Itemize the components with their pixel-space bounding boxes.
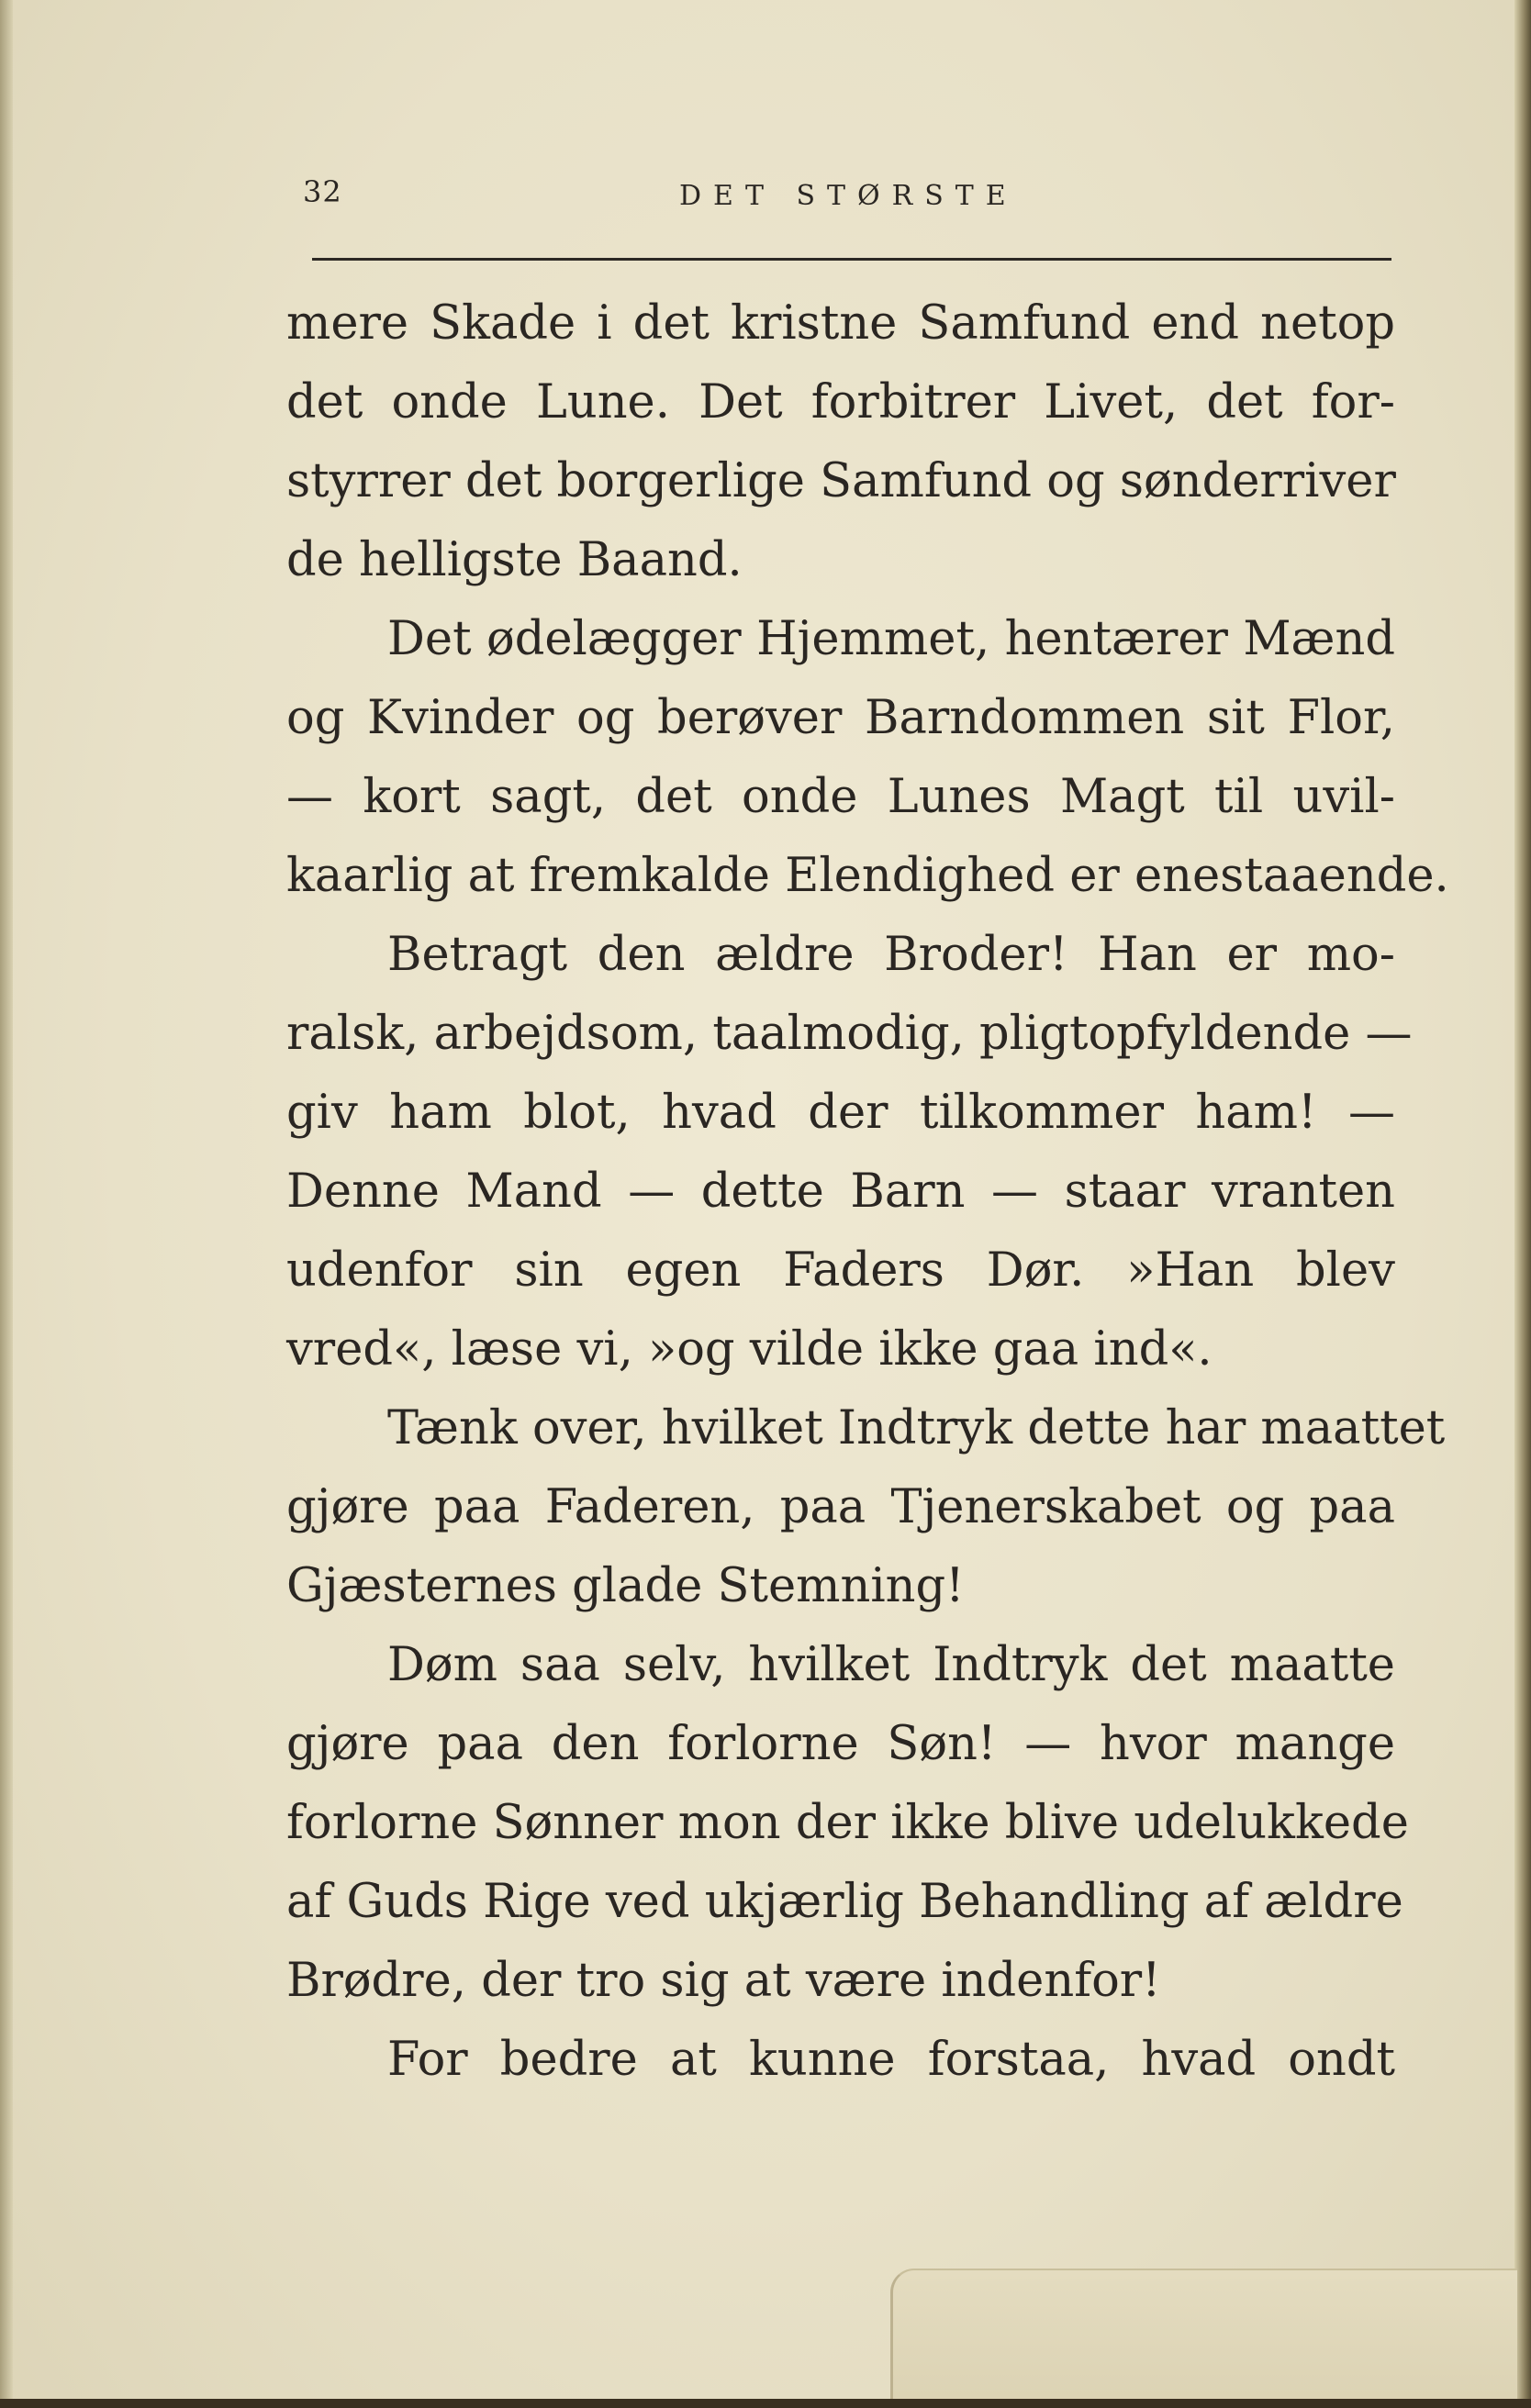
text-line: forlorne Sønner mon der ikke blive udelukkede [286,1796,1409,1850]
text-line: Gjæsternes glade Stemning! [286,1559,965,1613]
text-line: Brødre, der tro sig at være indenfor! [286,1954,1161,2008]
body-text [286,284,1449,2100]
text-line: de helligste Baand. [286,533,743,587]
cover-board-corner [890,2269,1517,2399]
text-line: ralsk, arbejdsom, taalmodig, pligtopfyldende — [286,1007,1413,1061]
text-line: og Kvinder og berøver Barndommen sit Flor, [286,691,1395,745]
text-line: Betragt den ældre Broder! Han er mo- [387,928,1395,982]
text-line: vred«, læse vi, »og vilde ikke gaa ind«. [286,1322,1213,1377]
text-line: Tænk over, hvilket Indtryk dette har maattet [387,1401,1446,1455]
text-line: Døm saa selv, hvilket Indtryk det maatte [387,1638,1395,1692]
running-head [303,174,1395,229]
text-line: gjøre paa den forlorne Søn! — hvor mange [286,1717,1395,1771]
page-edge [1514,0,1531,2408]
header-title: DET STØRSTE [679,180,1018,212]
text-line: af Guds Rige ved ukjærlig Behandling af ældre [286,1875,1403,1929]
text-line: kaarlig at fremkalde Elendighed er enestaaende. [286,849,1449,903]
text-line: gjøre paa Faderen, paa Tjenerskabet og paa [286,1480,1395,1534]
text-line: udenfor sin egen Faders Dør. »Han blev [286,1243,1395,1298]
text-line: mere Skade i det kristne Samfund end netop [286,296,1395,351]
text-line: styrrer det borgerlige Samfund og sønderriver [286,454,1396,508]
text-line: For bedre at kunne forstaa, hvad ondt [387,2033,1395,2087]
page-number: 32 [303,174,342,209]
bottom-edge [0,2399,1531,2408]
text-line: Denne Mand — dette Barn — staar vranten [286,1165,1395,1219]
text-line: det onde Lune. Det forbitrer Livet, det for- [286,375,1395,429]
text-line: giv ham blot, hvad der tilkommer ham! — [286,1086,1395,1140]
text-line: Det ødelægger Hjemmet, hentærer Mænd [387,612,1395,666]
text-line: — kort sagt, det onde Lunes Magt til uvil- [286,770,1395,824]
header-rule [312,258,1391,261]
page-gutter [0,0,13,2408]
